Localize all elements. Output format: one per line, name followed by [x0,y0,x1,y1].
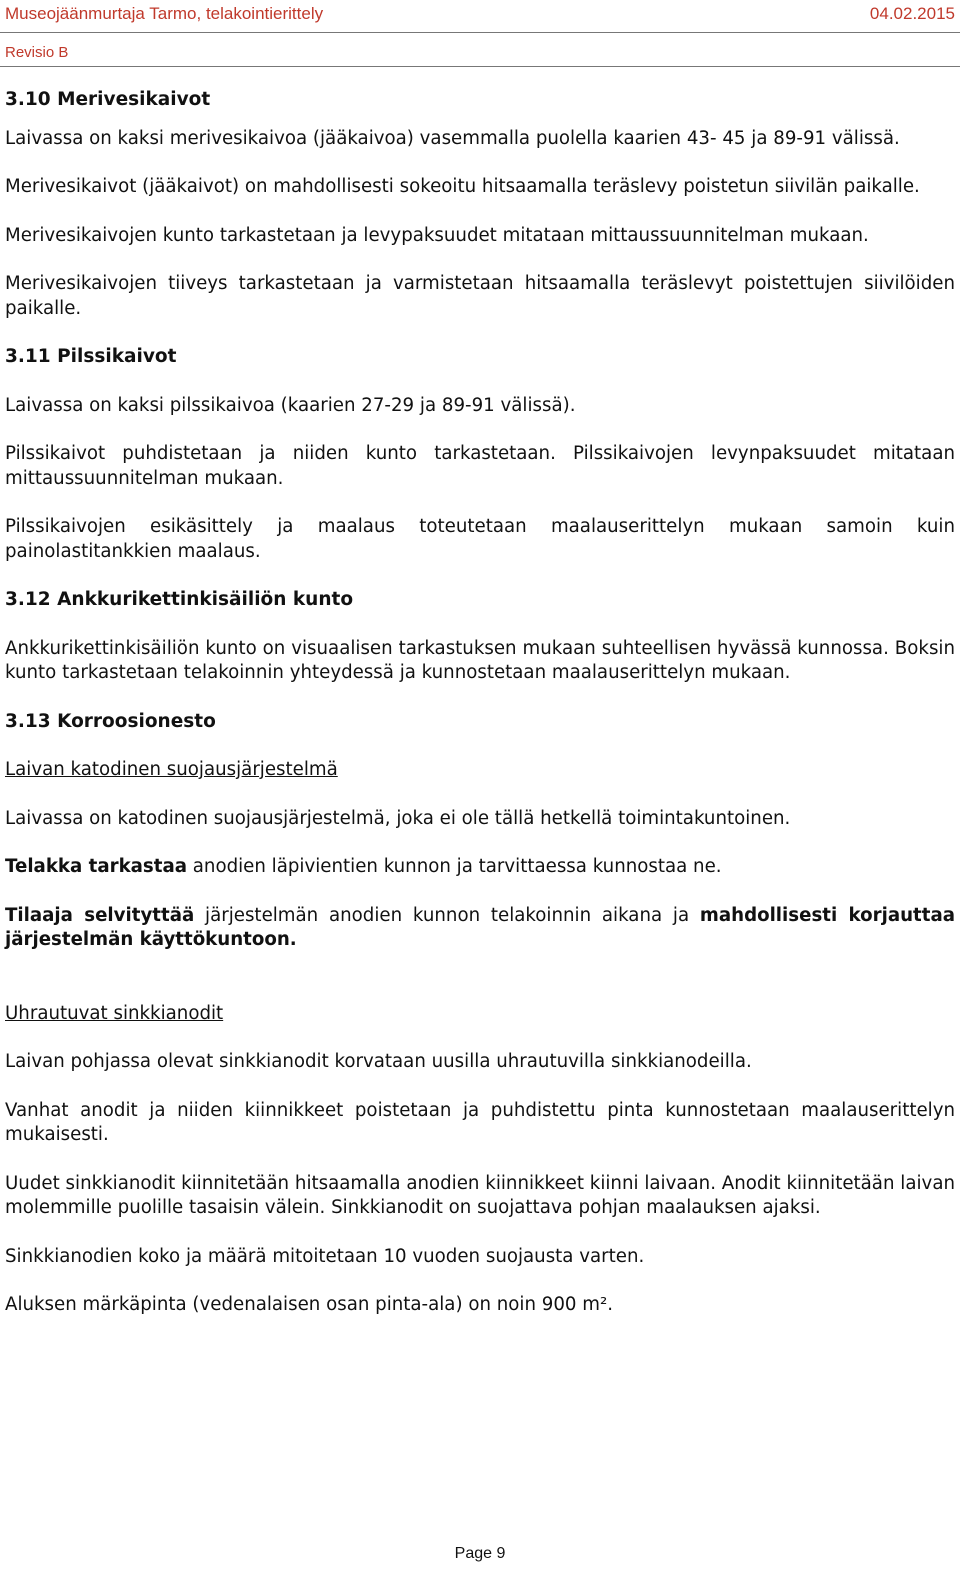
paragraph: Ankkurikettinkisäiliön kunto on visuaalisen tarkastuksen mukaan suhteellisen hyvässä kunnossa. Boksin kunto tarkastetaan telakoinnin yhteydessä ja kunnostetaan maalauserittelyn mukaan. [5,637,955,683]
paragraph [5,855,955,880]
paragraph: Merivesikaivojen kunto tarkastetaan ja levypaksuudet mitataan mittaussuunnitelman mukaan. [5,224,869,246]
text-run: anodien läpivientien kunnon ja tarvittaessa kunnostaa ne. [187,856,722,877]
header-top-row [5,2,955,26]
paragraph: Laivan pohjassa olevat sinkkianodit korvataan uusilla uhrautuvilla sinkkianodeilla. [5,1051,752,1072]
paragraph: Laivassa on kaksi merivesikaivoa (jääkaivoa) vasemmalla puolella kaarien 43- 45 ja 89-91 välissä. [5,127,900,149]
heading-3-12: 3.12 Ankkurikettinkisäiliön kunto [5,589,354,610]
bold-phrase: Tilaaja selvityttää [5,904,195,926]
paragraph: Merivesikaivot (jääkaivot) on mahdollisesti sokeoitu hitsaamalla teräslevy poistetun siivilän paikalle. [5,176,920,197]
document-title: Museojäänmurtaja Tarmo, telakointierittely [5,4,324,23]
header-divider-2 [0,66,960,67]
paragraph [5,904,955,953]
paragraph: Vanhat anodit ja niiden kiinnikkeet poistetaan ja puhdistettu pinta kunnostetaan maalauserittelyn mukaisesti. [5,1099,955,1145]
paragraph: Uudet sinkkianodit kiinnitetään hitsaamalla anodien kiinnikkeet kiinni laivaan. Anodit kiinnitetään laivan molemmille puolille tasaisin välein. Sinkkianodit on suojattava pohjan maalauksen ajaksi. [5,1172,955,1218]
paragraph: Laivassa on katodinen suojausjärjestelmä, joka ei ole tällä hetkellä toimintakuntoinen. [5,807,791,829]
paragraph: Laivassa on kaksi pilssikaivoa (kaarien 27-29 ja 89-91 välissä). [5,394,576,416]
document-date: 04.02.2015 [869,4,955,23]
header-divider [0,32,960,33]
bold-phrase: mahdollisesti korjauttaa järjestelmän käyttökuntoon. [5,904,955,950]
heading-3-13: 3.13 Korroosionesto [5,710,216,732]
subheading-sacrificial-anodes: Uhrautuvat sinkkianodit [5,1002,224,1024]
text-run: järjestelmän anodien kunnon telakoinnin aikana ja [194,904,700,926]
bold-phrase: Telakka tarkastaa [5,856,187,877]
paragraph: Pilssikaivot puhdistetaan ja niiden kunto tarkastetaan. Pilssikaivojen levynpaksuudet mitataan mittaussuunnitelman mukaan. [5,443,955,489]
document-body [5,88,955,1318]
page-header [0,0,960,72]
heading-3-11: 3.11 Pilssikaivot [5,346,177,367]
paragraph: Pilssikaivojen esikäsittely ja maalaus toteutetaan maalauserittelyn mukaan samoin kuin painolastitankkien maalaus. [5,516,955,562]
revision-label: Revisio B [5,44,69,61]
subheading-cathodic-protection: Laivan katodinen suojausjärjestelmä [5,759,338,780]
paragraph: Aluksen märkäpinta (vedenalaisen osan pinta-ala) on noin 900 m². [5,1294,614,1315]
page-number: Page 9 [454,1545,506,1562]
paragraph: Sinkkianodien koko ja määrä mitoitetaan 10 vuoden suojausta varten. [5,1245,645,1267]
paragraph: Merivesikaivojen tiiveys tarkastetaan ja varmistetaan hitsaamalla teräslevyt poistettujen siivilöiden paikalle. [5,273,955,319]
heading-3-10: 3.10 Merivesikaivot [5,89,211,110]
